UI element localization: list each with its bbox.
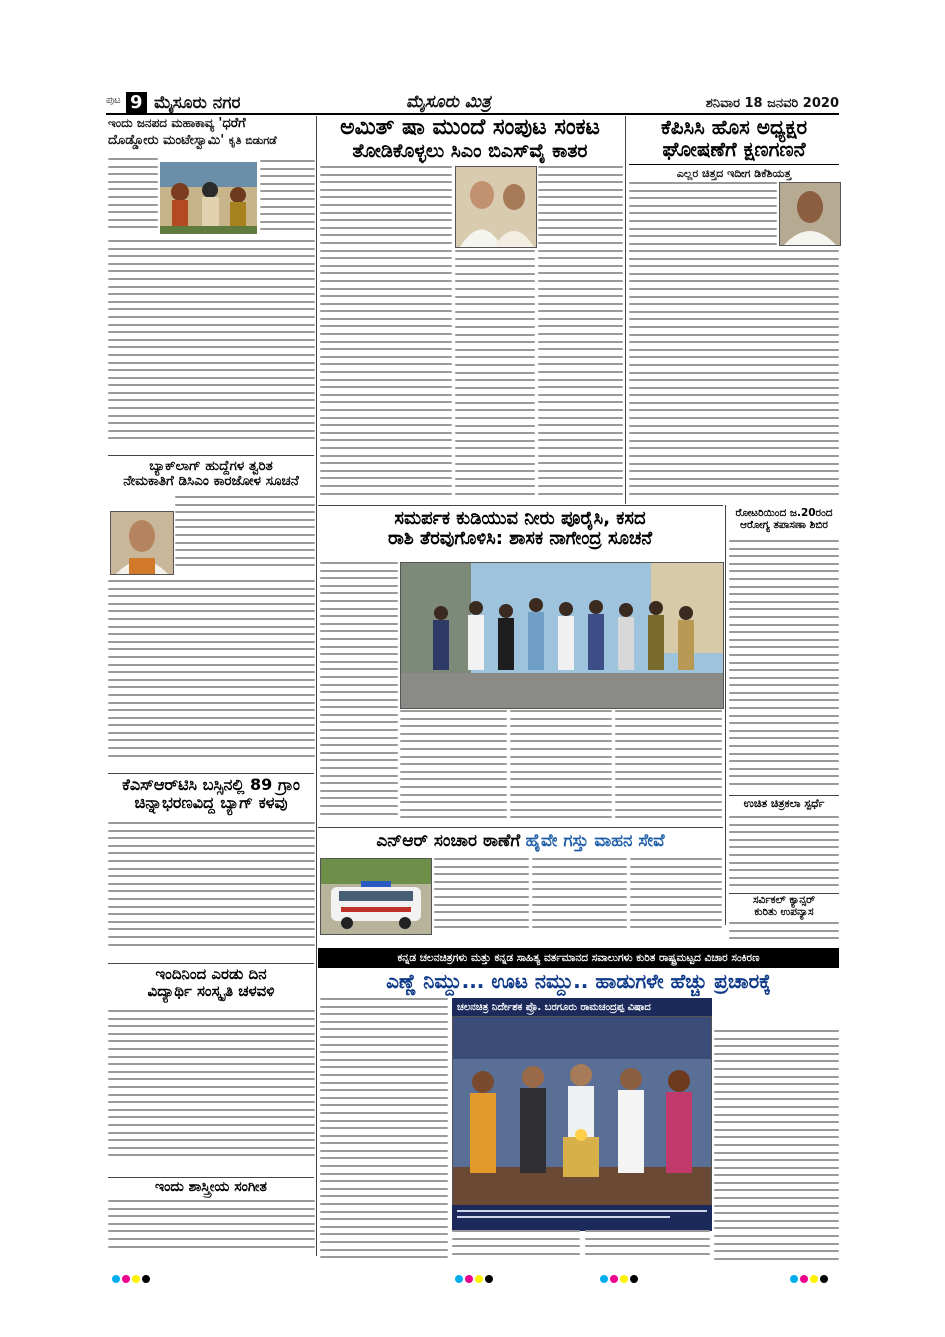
headline-line-1: ಬ್ಯಾಕ್‌ಲಾಗ್ ಹುದ್ದೆಗಳ ತ್ವರಿತ bbox=[149, 458, 273, 474]
photo-caption bbox=[452, 1205, 712, 1231]
amit-shah-headline bbox=[320, 116, 620, 162]
headline-line-2: ವಿದ್ಯಾರ್ಥಿ ಸಂಸ್ಕೃತಿ ಚಳವಳಿ bbox=[147, 981, 275, 1000]
dk-shivakumar-photo bbox=[779, 182, 841, 246]
quote-part-1: 'ಧರೆಗೆ bbox=[218, 116, 246, 131]
student-fest-headline bbox=[108, 966, 314, 1000]
headline-line-1: ಇಂದಿನಿಂದ ಎರಡು ದಿನ bbox=[155, 965, 267, 983]
ksrtc-headline bbox=[108, 776, 314, 812]
water-headline bbox=[318, 509, 722, 549]
seminar-headline: ಎಣ್ಣೆ ನಿಮ್ದು... ಊಟ ನಮ್ದು.. ಹಾಡುಗಳೇ ಹೆಚ್ಚು ಪ್ರಚಾರಕ್ಕೆ bbox=[386, 969, 771, 993]
minister-photo bbox=[110, 511, 174, 575]
kpcc-headline bbox=[629, 116, 839, 181]
headline-line-1: ಕೆಎಸ್‌ಆರ್‌ಟಿಸಿ ಬಸ್ಸಿನಲ್ಲಿ 89 ಗ್ರಾಂ bbox=[122, 775, 300, 794]
headline-line-2: ನೇಮಕಾತಿಗೆ ಡಿಸಿಎಂ ಕಾರಜೋಳ ಸೂಚನೆ bbox=[123, 473, 299, 490]
headline-line-2: ಆರೋಗ್ಯ ತಪಾಸಣಾ ಶಿಬಿರ bbox=[740, 518, 828, 531]
color-register-marks-right bbox=[790, 1268, 830, 1287]
seminar-subhead: ಚಲನಚಿತ್ರ ನಿರ್ದೇಶಕ ಪ್ರೊ. ಬರಗೂರು ರಾಮಚಂದ್ರಪ್ಪ ವಿಷಾದ bbox=[452, 998, 712, 1017]
page-header bbox=[106, 92, 839, 114]
quote-part-2: ದೊಡ್ಡೋರು ಮಂಟೇಸ್ವಾಮಿ' bbox=[108, 132, 225, 148]
headline-line-1: ಕೆಪಿಸಿಸಿ ಹೊಸ ಅಧ್ಯಕ್ಷರ bbox=[660, 115, 808, 139]
headline-line-2: ಕುರಿತು ಉಪನ್ಯಾಸ bbox=[754, 905, 814, 918]
leaders-photo bbox=[455, 166, 537, 248]
headline-line-1: ಸರ್ವಿಕಲ್ ಕ್ಯಾನ್ಸರ್ bbox=[752, 894, 816, 906]
seminar-banner: ಕನ್ನಡ ಚಲನಚಿತ್ರಗಳು ಮತ್ತು ಕನ್ನಡ ಸಾಹಿತ್ಯ ವರ್ತಮಾನದ ಸವಾಲುಗಳು ಕುರಿತ ರಾಷ್ಟ್ರಮಟ್ಟದ ವಿಚಾರ ಸಂಕಿರಣ bbox=[318, 948, 839, 968]
headline-line-2: ಘೋಷಣೆಗೆ ಕ್ಷಣಗಣನೆ bbox=[662, 137, 806, 162]
color-register-marks-center-right bbox=[600, 1268, 640, 1287]
headline-line-1: ರೋಟರಿಯಿಂದ ಜ.20ರಂದ bbox=[735, 507, 833, 519]
classical-music-headline: ಇಂದು ಶಾಸ್ತ್ರೀಯ ಸಂಗೀತ bbox=[155, 1179, 267, 1195]
headline-line-2: ರಾಶಿ ತೆರವುಗೊಳಿಸಿ: ಶಾಸಕ ನಾಗೇಂದ್ರ ಸೂಚನೆ bbox=[387, 528, 653, 550]
color-register-marks-center-left bbox=[455, 1268, 495, 1287]
headline-line-2: ತೋಡಿಕೊಳ್ಳಲು ಸಿಎಂ ಬಿಎಸ್‌ವೈ ಕಾತರ bbox=[352, 139, 588, 162]
headline-line-2: ಚಿನ್ನಾಭರಣವಿದ್ದ ಬ್ಯಾಗ್ ಕಳವು bbox=[134, 792, 288, 812]
page-label: ಪುಟ bbox=[106, 95, 121, 106]
seminar-inauguration-photo bbox=[452, 1016, 712, 1206]
headline-tail: ಕೃತಿ ಬಿಡುಗಡೆ bbox=[228, 133, 277, 147]
inspection-crowd-photo bbox=[400, 562, 724, 709]
headline-highlight: ಹೈವೇ ಗಸ್ತು ವಾಹನ ಸೇವೆ bbox=[525, 831, 665, 851]
health-camp-headline bbox=[729, 508, 839, 532]
kicker: ಇಂದು ಜನಪದ ಮಹಾಕಾವ್ಯ bbox=[108, 116, 215, 130]
backlog-headline bbox=[108, 459, 314, 489]
color-register-marks-left bbox=[112, 1268, 152, 1287]
section-title: ಮೈಸೂರು ನಗರ bbox=[154, 93, 241, 113]
issue-date: ಶನಿವಾರ 18 ಜನವರಿ 2020 bbox=[705, 96, 839, 111]
masthead: ಮೈಸೂರು ಮಿತ್ರ bbox=[406, 92, 491, 112]
cervical-cancer-headline bbox=[729, 895, 839, 919]
nr-station-headline bbox=[318, 831, 723, 851]
headline-line-1: ಸಮರ್ಪಕ ಕುಡಿಯುವ ನೀರು ಪೂರೈಸಿ, ಕಸದ bbox=[394, 508, 646, 529]
kpcc-subhead: ಎಲ್ಲರ ಚಿತ್ತದ ಇದೀಗ ಡಿಕೆಶಿಯತ್ತ bbox=[629, 164, 839, 181]
book-release-headline bbox=[108, 116, 313, 148]
highway-patrol-vehicle-photo bbox=[320, 858, 432, 935]
headline-line-1: ಅಮಿತ್ ಷಾ ಮುಂದೆ ಸಂಪುಟ ಸಂಕಟ bbox=[340, 115, 600, 140]
headline-lead: ಎನ್‌ಆರ್ ಸಂಚಾರ ಠಾಣೆಗೆ bbox=[376, 831, 521, 851]
page-number: 9 bbox=[126, 92, 147, 113]
mantesvamy-illustration bbox=[160, 162, 257, 234]
painting-contest-headline: ಉಚಿತ ಚಿತ್ರಕಲಾ ಸ್ಪರ್ಧೆ bbox=[743, 797, 825, 810]
